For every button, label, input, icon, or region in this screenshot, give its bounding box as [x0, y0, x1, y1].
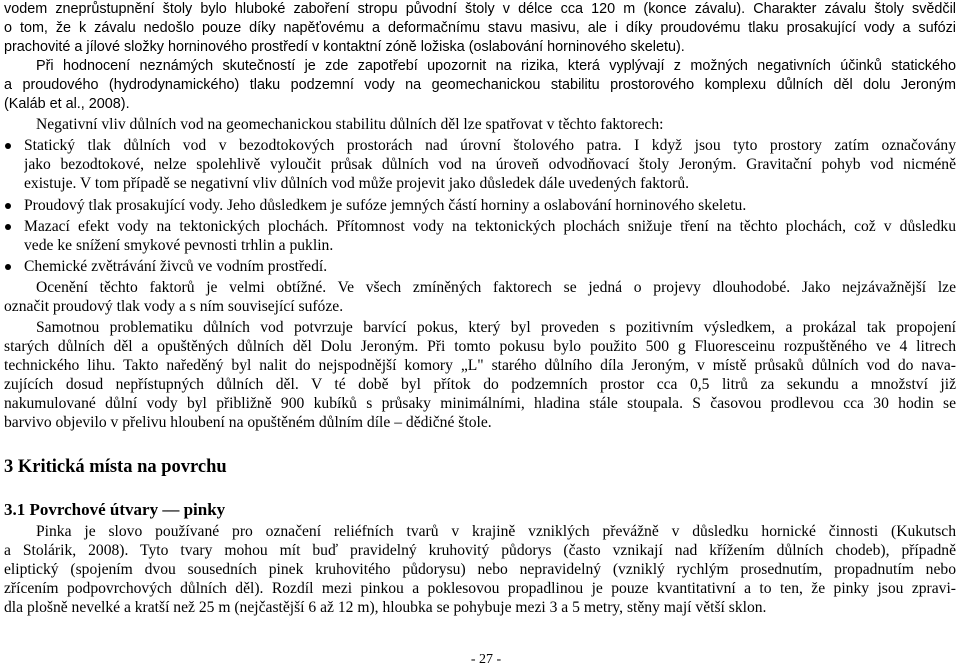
paragraph-line: označit proudový tlak vody a s ním související sufóze.	[4, 298, 344, 315]
paragraph-line: technického lihu. Takto naředěný byl nalit do nejspodnější komory „L" starého důlního díla Jeroným, v místě průsaků důlních vod do nava-	[4, 357, 956, 374]
list-item-line: Statický tlak důlních vod v bezodtokových prostorách nad úrovní štolového patra. I když jsou tyto prostory zatím označovány	[24, 137, 956, 154]
list-item-line: Chemické zvětrávání živců ve vodním prostředí.	[24, 258, 328, 275]
paragraph-line: starých důlních děl a opuštěných důlních děl Dolu Jeroným. Při tomto pokusu bylo použito 500 g Fluoresceinu rozpuštěného ve 4 litrech	[4, 338, 956, 355]
list-item-line: Mazací efekt vody na tektonických plochách. Přítomnost vody na tektonických plochách snižuje tření na těchto plochách, což v důsledku	[24, 218, 956, 235]
list-item-line: existuje. V tom případě se negativní vliv důlních vod může projevit jako důsledek dále uvedených faktorů.	[24, 175, 690, 192]
subsection-heading: 3.1 Povrchové útvary — pinky	[4, 500, 226, 519]
section-heading: 3 Kritická místa na povrchu	[4, 457, 227, 477]
paragraph-line: Samotnou problematiku důlních vod potvrzuje barvící pokus, který byl proveden s pozitivním výsledkem, a prokázal tak propojení	[36, 319, 956, 336]
bullet-icon	[4, 137, 14, 155]
list-item-line: jako bezodtokové, nelze spolehlivě vyloučit průsak důlních vod na úroveň odvodňovací štoly Jeroným. Gravitační pohyb vod nicméně	[24, 156, 956, 173]
paragraph-line: (Kaláb et al., 2008).	[4, 96, 130, 112]
page-number: - 27 -	[470, 652, 502, 667]
bullet-icon	[4, 218, 14, 236]
paragraph-line: zujících dosud nepřístupných důlních děl. V té době byl přítok do podzemních prostor cca 0,5 litrů za sekundu a množství již	[4, 376, 956, 393]
paragraph-line: Ocenění těchto faktorů je velmi obtížné. Ve všech zmíněných faktorech se jedná o projevy dlouhodobé. Jako nejzávažnější lze	[36, 279, 956, 296]
paragraph-line: dla plošně nevelké a kratší než 25 m (nejčastější 6 až 12 m), hloubka se pohybuje mezi 3 a 5 metry, stěny mají větší sklon.	[4, 599, 767, 616]
paragraph-line: o tom, že k závalu nedošlo pouze díky napěťovému a deformačnímu stavu masivu, ale i díky proudovému tlaku prosakující vody a sufózi	[4, 20, 956, 36]
bullet-icon	[4, 197, 14, 215]
paragraph-line: zřícením podpovrchových důlních děl). Rozdíl mezi pinkou a poklesovou propadlinou je pouze kvantitativní a to ten, že pinky jsou zpravi-	[4, 580, 956, 597]
paragraph-line: Při hodnocení neznámých skutečností je zde zapotřebí upozornit na rizika, která vyplývají z možných negativních účinků statického	[36, 58, 956, 74]
bullet-icon	[4, 258, 14, 276]
paragraph-line: Negativní vliv důlních vod na geomechanickou stabilitu důlních děl lze spatřovat v těchto faktorech:	[36, 116, 664, 133]
paragraph-line: prachovité a jílové složky horninového prostředí v kontaktní zóně ložiska (oslabování horninového skeletu).	[4, 39, 685, 55]
paragraph-line: a proudového (hydrodynamického) tlaku podzemní vody na geomechanickou stabilitu prostorového komplexu důlních děl dolu Jeroným	[4, 77, 956, 93]
paragraph-line: a Stolárik, 2008). Tyto tvary mohou mít buď pravidelný kruhovitý půdorys (často vznikají nad křížením důlních chodeb), případně	[4, 542, 956, 559]
paragraph-line: nakumulované důlní vody byl přibližně 900 kubíků s průsaky minimálními, hladina stále stoupala. S časovou prodlevou cca 30 hodin se	[4, 395, 956, 412]
paragraph-line: vodem zneprůstupnění štoly bylo hluboké zaboření stropu původní štoly v délce cca 120 m (konce závalu). Charakter závalu štoly svědčil	[4, 1, 956, 17]
list-item-line: vede ke snížení smykové pevnosti trhlin a puklin.	[24, 237, 334, 254]
list-item-line: Proudový tlak prosakující vody. Jeho důsledkem je sufóze jemných částí horniny a oslabování horninového skeletu.	[24, 197, 747, 214]
paragraph-line: barvivo objevilo v přelivu hloubení na opuštěném důlním díle – dědičné štole.	[4, 414, 492, 431]
paragraph-line: eliptický (spojením dvou sousedních pinek kruhovitého půdorysu) nebo nepravidelný (vzniklý rychlým prosednutím, propadnutím nebo	[4, 561, 956, 578]
paragraph-line: Pinka je slovo používané pro označení reliéfních tvarů v krajině vzniklých převážně v důsledku hornické činnosti (Kukutsch	[36, 523, 956, 540]
